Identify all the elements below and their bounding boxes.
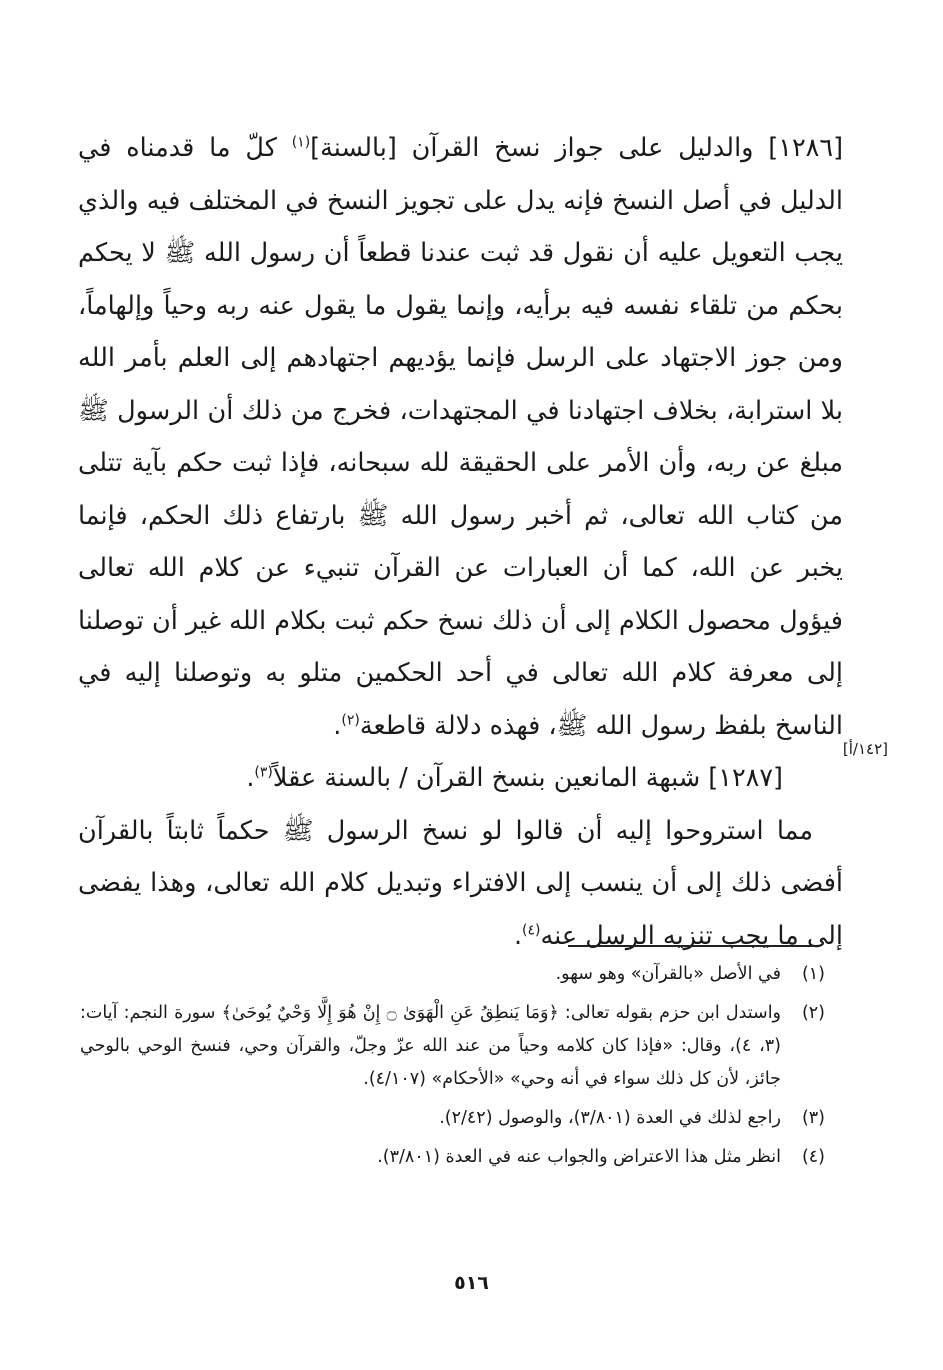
paragraph-1287 [78,805,843,963]
paragraph-1286-end: . [333,710,342,741]
footnote-ref-4: (٤) [522,922,541,938]
footnote [80,1141,825,1174]
footnote-ref-3: (٣) [254,764,273,781]
section-heading-text: [١٢٨٧] شبهة المانعين بنسخ القرآن / بالسنة عقلاً [272,763,783,793]
footnote [80,958,825,991]
footnotes [80,958,825,1180]
footnote-number: (٢) [801,1003,825,1023]
footnote-ref-2: (٢) [341,712,360,728]
paragraph-1286-heading: [١٢٨٦] والدليل على جواز نسخ القرآن [بالسنة] [310,133,844,163]
footnote-text: انظر مثل هذا الاعتراض والجواب عنه في العدة (٣/٨٠١). [377,1147,781,1167]
footnote [80,1102,825,1135]
footnote [80,997,825,1096]
paragraph-1287-body: مما استروحوا إليه أن قالوا لو نسخ الرسول ﷺ حكماً ثابتاً بالقرآن أفضى ذلك إلى أن ينسب إلى الافتراء وتبديل كلام الله تعالى، وهذا يفضى إلى ما يجب تنزيه الرسل عنه [78,815,843,951]
section-heading-1287 [78,752,843,805]
footnote-separator [568,945,816,947]
footnote-text: في الأصل «بالقرآن» وهو سهو. [555,964,781,984]
main-text [78,122,843,962]
manuscript-folio-reference: [١٤٢/أ] [842,740,888,758]
paragraph-1286 [78,122,843,752]
footnote-text: راجع لذلك في العدة (٣/٨٠١)، والوصول (٢/٤٢). [439,1108,781,1128]
footnote-number: (٣) [801,1108,825,1128]
footnote-number: (٤) [801,1147,825,1167]
footnote-text: واستدل ابن حزم بقوله تعالى: ﴿وَمَا يَنطِقُ عَنِ الْهَوَىٰ ۝ إِنْ هُوَ إِلَّا وَحْيٌ يُوحَىٰ﴾ سورة النجم: آيات: (٣، ٤)، وقال: «فإذا كان كلامه وحياً من عند الله عزّ وجلّ، والقرآن وحي، فنسخ الوحي بالوحي جائز، لأن كل ذلك سواء في أنه وحي» «الأحكام» (٤/١٠٧). [80,1003,782,1089]
paragraph-1287-end: . [513,920,523,951]
section-heading-end: . [246,763,255,793]
footnote-number: (١) [801,964,825,984]
footnote-ref-1: (١) [291,134,311,151]
page-number: ٥١٦ [454,1272,489,1294]
paragraph-1286-body: كلّ ما قدمناه في الدليل في أصل النسخ فإنه يدل على تجويز النسخ في المختلف فيه والذي يجب التعويل عليه أن نقول قد ثبت عندنا قطعاً أن رسول الله ﷺ لا يحكم بحكم من تلقاء نفسه فيه برأيه، وإنما يقول ما يقول عنه ربه وحياً وإلهاماً، ومن جوز الاجتهاد على الرسل فإنما يؤديهم اجتهادهم إلى العلم بأمر الله بلا استرابة، بخلاف اجتهادنا في المجتهدات، فخرج من ذلك أن الرسول ﷺ مبلغ عن ربه، وأن الأمر على الحقيقة لله سبحانه، فإذا ثبت حكم بآية تتلى من كتاب الله تعالى، ثم أخبر رسول الله ﷺ بارتفاع ذلك الحكم، فإنما يخبر عن الله، كما أن العبارات عن القرآن تنبيء عن كلام الله تعالى فيؤول محصول الكلام إلى أن ذلك نسخ حكم ثبت بكلام الله غير أن توصلنا إلى معرفة كلام الله تعالى في أحد الحكمين متلو به وتوصلنا إليه في الناسخ بلفظ رسول الله ﷺ، فهذه دلالة قاطعة [78,133,843,741]
